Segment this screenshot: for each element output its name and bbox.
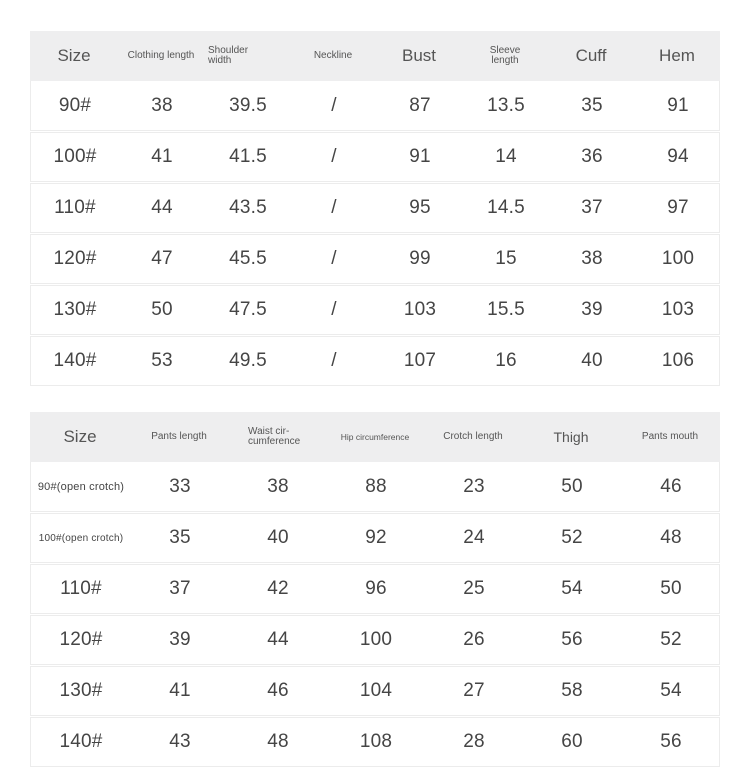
header-waist-circumference-text: Waist cir-cumference xyxy=(248,425,301,447)
crotch-length-cell: 27 xyxy=(463,680,485,701)
size-cell: 130# xyxy=(53,299,97,320)
neckline-cell: / xyxy=(331,299,337,320)
neckline-cell: / xyxy=(331,248,337,269)
top-table-header xyxy=(30,31,720,81)
waist-cell: 44 xyxy=(267,629,289,650)
hem-cell: 94 xyxy=(667,146,689,167)
hem-cell: 106 xyxy=(661,350,695,371)
hem-cell: 97 xyxy=(667,197,689,218)
bust-cell: 91 xyxy=(409,146,431,167)
sleeve-length-cell: 15.5 xyxy=(487,299,525,320)
waist-cell: 46 xyxy=(267,680,289,701)
shoulder-width-cell: 43.5 xyxy=(229,197,267,218)
table-row xyxy=(30,285,720,335)
thigh-cell: 52 xyxy=(561,527,583,548)
top-size-table xyxy=(30,31,720,386)
pants-mouth-cell: 50 xyxy=(660,578,682,599)
cuff-cell: 37 xyxy=(581,197,603,218)
header-clothing-length: Clothing length xyxy=(127,49,195,61)
header-hem: Hem xyxy=(659,46,695,66)
size-cell: 120# xyxy=(53,248,97,269)
table-row xyxy=(30,717,720,767)
size-cell: 90# xyxy=(58,94,92,116)
waist-cell: 38 xyxy=(267,475,289,497)
header-pants-mouth: Pants mouth xyxy=(641,430,699,442)
header-thigh: Thigh xyxy=(553,428,589,445)
shoulder-width-cell: 41.5 xyxy=(229,146,267,167)
pants-mouth-cell: 54 xyxy=(660,680,682,701)
pants-mouth-cell: 48 xyxy=(660,527,682,548)
pants-mouth-cell: 56 xyxy=(660,731,682,752)
size-cell: 90#(open crotch) xyxy=(37,480,125,493)
size-cell: 140# xyxy=(53,350,97,371)
table-row xyxy=(30,615,720,665)
bottom-size-table xyxy=(30,412,720,767)
pants-length-cell: 39 xyxy=(169,629,191,650)
table-row xyxy=(30,234,720,284)
clothing-length-cell: 41 xyxy=(151,146,173,167)
bottom-table-header xyxy=(30,412,720,462)
shoulder-width-cell: 39.5 xyxy=(229,94,267,116)
crotch-length-cell: 28 xyxy=(463,731,485,752)
table-row xyxy=(30,462,720,512)
shoulder-width-cell: 49.5 xyxy=(229,350,267,371)
waist-cell: 48 xyxy=(267,731,289,752)
header-sleeve-length xyxy=(462,46,548,67)
shoulder-width-cell: 47.5 xyxy=(229,299,267,320)
size-cell: 130# xyxy=(59,680,103,701)
clothing-length-cell: 50 xyxy=(151,299,173,320)
header-bust: Bust xyxy=(401,46,437,66)
table-row xyxy=(30,666,720,716)
size-cell: 120# xyxy=(59,629,103,650)
table-row xyxy=(30,132,720,182)
crotch-length-cell: 23 xyxy=(463,475,485,497)
pants-length-cell: 41 xyxy=(169,680,191,701)
size-cell: 100# xyxy=(53,146,97,167)
cuff-cell: 39 xyxy=(581,299,603,320)
hip-cell: 96 xyxy=(365,578,387,599)
table-row xyxy=(30,513,720,563)
clothing-length-cell: 38 xyxy=(151,94,173,116)
hem-cell: 100 xyxy=(661,248,695,269)
cuff-cell: 40 xyxy=(581,350,603,371)
cuff-cell: 38 xyxy=(581,248,603,269)
shoulder-width-cell: 45.5 xyxy=(229,248,267,269)
size-cell: 100#(open crotch) xyxy=(38,532,124,544)
table-row xyxy=(30,81,720,131)
header-pants-length: Pants length xyxy=(151,430,207,442)
header-shoulder-width xyxy=(204,46,290,67)
size-cell: 110# xyxy=(60,578,102,599)
header-cuff: Cuff xyxy=(575,46,607,66)
hip-cell: 108 xyxy=(359,731,393,752)
sleeve-length-cell: 14 xyxy=(495,146,517,167)
thigh-cell: 60 xyxy=(561,731,583,752)
header-size: Size xyxy=(63,427,97,447)
pants-length-cell: 37 xyxy=(169,578,191,599)
neckline-cell: / xyxy=(331,146,337,167)
crotch-length-cell: 26 xyxy=(463,629,485,650)
bust-cell: 107 xyxy=(403,350,437,371)
thigh-cell: 56 xyxy=(561,629,583,650)
pants-mouth-cell: 52 xyxy=(660,629,682,650)
pants-length-cell: 35 xyxy=(169,527,191,548)
hem-cell: 91 xyxy=(667,94,689,116)
header-sleeve-length-text: Sleeve length xyxy=(489,44,521,66)
hip-cell: 88 xyxy=(365,475,387,497)
thigh-cell: 50 xyxy=(561,475,583,497)
header-neckline: Neckline xyxy=(313,49,353,61)
crotch-length-cell: 24 xyxy=(463,527,485,548)
header-crotch-length: Crotch length xyxy=(443,430,503,442)
sleeve-length-cell: 16 xyxy=(495,350,517,371)
table-row xyxy=(30,336,720,386)
table-row xyxy=(30,564,720,614)
waist-cell: 40 xyxy=(267,527,289,548)
clothing-length-cell: 47 xyxy=(151,248,173,269)
sleeve-length-cell: 14.5 xyxy=(487,197,525,218)
neckline-cell: / xyxy=(331,94,337,116)
pants-length-cell: 43 xyxy=(169,731,191,752)
header-waist-circumference xyxy=(228,427,326,448)
bust-cell: 99 xyxy=(409,248,431,269)
sleeve-length-cell: 15 xyxy=(495,248,517,269)
table-row xyxy=(30,183,720,233)
thigh-cell: 54 xyxy=(561,578,583,599)
neckline-cell: / xyxy=(331,197,337,218)
neckline-cell: / xyxy=(331,350,337,371)
bust-cell: 103 xyxy=(403,299,437,320)
hip-cell: 100 xyxy=(359,629,393,650)
bust-cell: 87 xyxy=(409,94,431,116)
bust-cell: 95 xyxy=(409,197,431,218)
crotch-length-cell: 25 xyxy=(463,578,485,599)
sleeve-length-cell: 13.5 xyxy=(487,94,525,116)
size-cell: 140# xyxy=(59,731,103,752)
pants-mouth-cell: 46 xyxy=(660,475,682,497)
header-hip-circumference: Hip circumference xyxy=(340,431,410,442)
clothing-length-cell: 53 xyxy=(151,350,173,371)
hem-cell: 103 xyxy=(661,299,695,320)
cuff-cell: 35 xyxy=(581,94,603,116)
hip-cell: 92 xyxy=(365,527,387,548)
thigh-cell: 58 xyxy=(561,680,583,701)
header-shoulder-width-text: Shoulder width xyxy=(208,44,249,66)
clothing-length-cell: 44 xyxy=(151,197,173,218)
hip-cell: 104 xyxy=(359,680,393,701)
header-size: Size xyxy=(57,46,91,66)
cuff-cell: 36 xyxy=(581,146,603,167)
waist-cell: 42 xyxy=(267,578,289,599)
pants-length-cell: 33 xyxy=(169,475,191,497)
size-cell: 110# xyxy=(54,197,96,218)
